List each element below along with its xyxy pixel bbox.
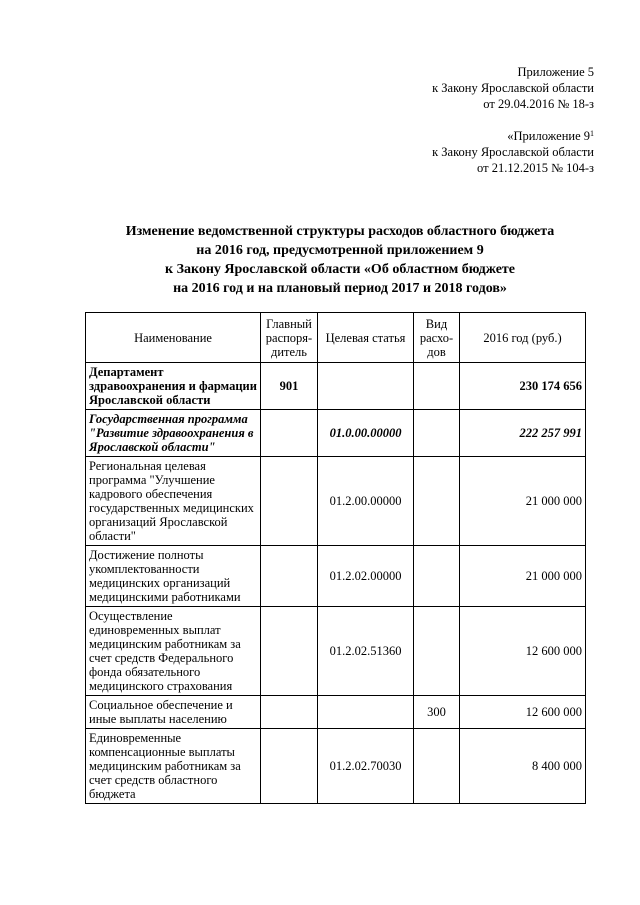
header-kind: Вид расхо-дов: [414, 313, 460, 363]
row-name: Социальное обеспечение и иные выплаты населению: [86, 696, 261, 729]
appendix-block: [432, 64, 594, 112]
row-kind: [414, 546, 460, 607]
table-row: [86, 607, 586, 696]
row-target: 01.2.02.00000: [318, 546, 414, 607]
row-target: [318, 363, 414, 410]
row-kind: [414, 457, 460, 546]
row-name: Осуществление единовременных выплат медицинским работникам за счет средств Федерального фонда обязательного медицинского страхования: [86, 607, 261, 696]
previous-appendix-number: «Приложение $9^1$: [507, 129, 594, 143]
header-amount: 2016 год (руб.): [460, 313, 586, 363]
superscript: 1: [590, 129, 594, 138]
previous-appendix-law: к Закону Ярославской области: [432, 145, 594, 159]
row-name: Департамент здравоохранения и фармации Ярославской области: [86, 363, 261, 410]
row-kind: [414, 729, 460, 804]
row-name: Региональная целевая программа "Улучшение кадрового обеспечения государственных медицинских организаций Ярославской области": [86, 457, 261, 546]
row-amount: 222 257 991: [460, 410, 586, 457]
row-name: Единовременные компенсационные выплаты медицинским работникам за счет средств областного бюджета: [86, 729, 261, 804]
table-header-row: [86, 313, 586, 363]
row-amount: 12 600 000: [460, 696, 586, 729]
title-line: на 2016 год, предусмотренной приложением 9: [196, 243, 484, 258]
row-amount: 21 000 000: [460, 457, 586, 546]
row-ministry: 901: [261, 363, 318, 410]
row-target: 01.2.02.70030: [318, 729, 414, 804]
table-row: [86, 546, 586, 607]
row-target: [318, 696, 414, 729]
row-kind: [414, 410, 460, 457]
table-row: [86, 457, 586, 546]
row-kind: [414, 363, 460, 410]
document-title: [60, 222, 620, 298]
budget-table: [85, 312, 586, 804]
row-ministry: [261, 546, 318, 607]
row-target: 01.0.00.00000: [318, 410, 414, 457]
previous-appendix-date: от 21.12.2015 № 104-з: [477, 161, 594, 175]
row-ministry: [261, 696, 318, 729]
appendix-law: к Закону Ярославской области: [432, 81, 594, 95]
row-kind: [414, 607, 460, 696]
row-amount: 8 400 000: [460, 729, 586, 804]
table-row: [86, 410, 586, 457]
row-target: 01.2.02.51360: [318, 607, 414, 696]
row-kind: 300: [414, 696, 460, 729]
header-ministry: Главный распоря-дитель: [261, 313, 318, 363]
row-amount: 230 174 656: [460, 363, 586, 410]
appendix-number: Приложение 5: [517, 65, 594, 79]
table-row: [86, 363, 586, 410]
appendix-date: от 29.04.2016 № 18-з: [483, 97, 594, 111]
row-ministry: [261, 729, 318, 804]
table-row: [86, 696, 586, 729]
table-body: [86, 363, 586, 804]
previous-appendix-block: [432, 128, 594, 176]
row-target: 01.2.00.00000: [318, 457, 414, 546]
row-ministry: [261, 410, 318, 457]
title-line: Изменение ведомственной структуры расходов областного бюджета: [125, 224, 555, 239]
header-name: Наименование: [86, 313, 261, 363]
table-row: [86, 729, 586, 804]
title-line: на 2016 год и на плановый период 2017 и 2018 годов»: [173, 281, 507, 296]
title-line: к Закону Ярославской области «Об областном бюджете: [165, 262, 515, 277]
header-target: Целевая статья: [318, 313, 414, 363]
row-ministry: [261, 607, 318, 696]
row-amount: 21 000 000: [460, 546, 586, 607]
row-amount: 12 600 000: [460, 607, 586, 696]
row-name: Достижение полноты укомплектованности медицинских организаций медицинскими работниками: [86, 546, 261, 607]
row-name: Государственная программа "Развитие здравоохранения в Ярославской области": [86, 410, 261, 457]
row-ministry: [261, 457, 318, 546]
